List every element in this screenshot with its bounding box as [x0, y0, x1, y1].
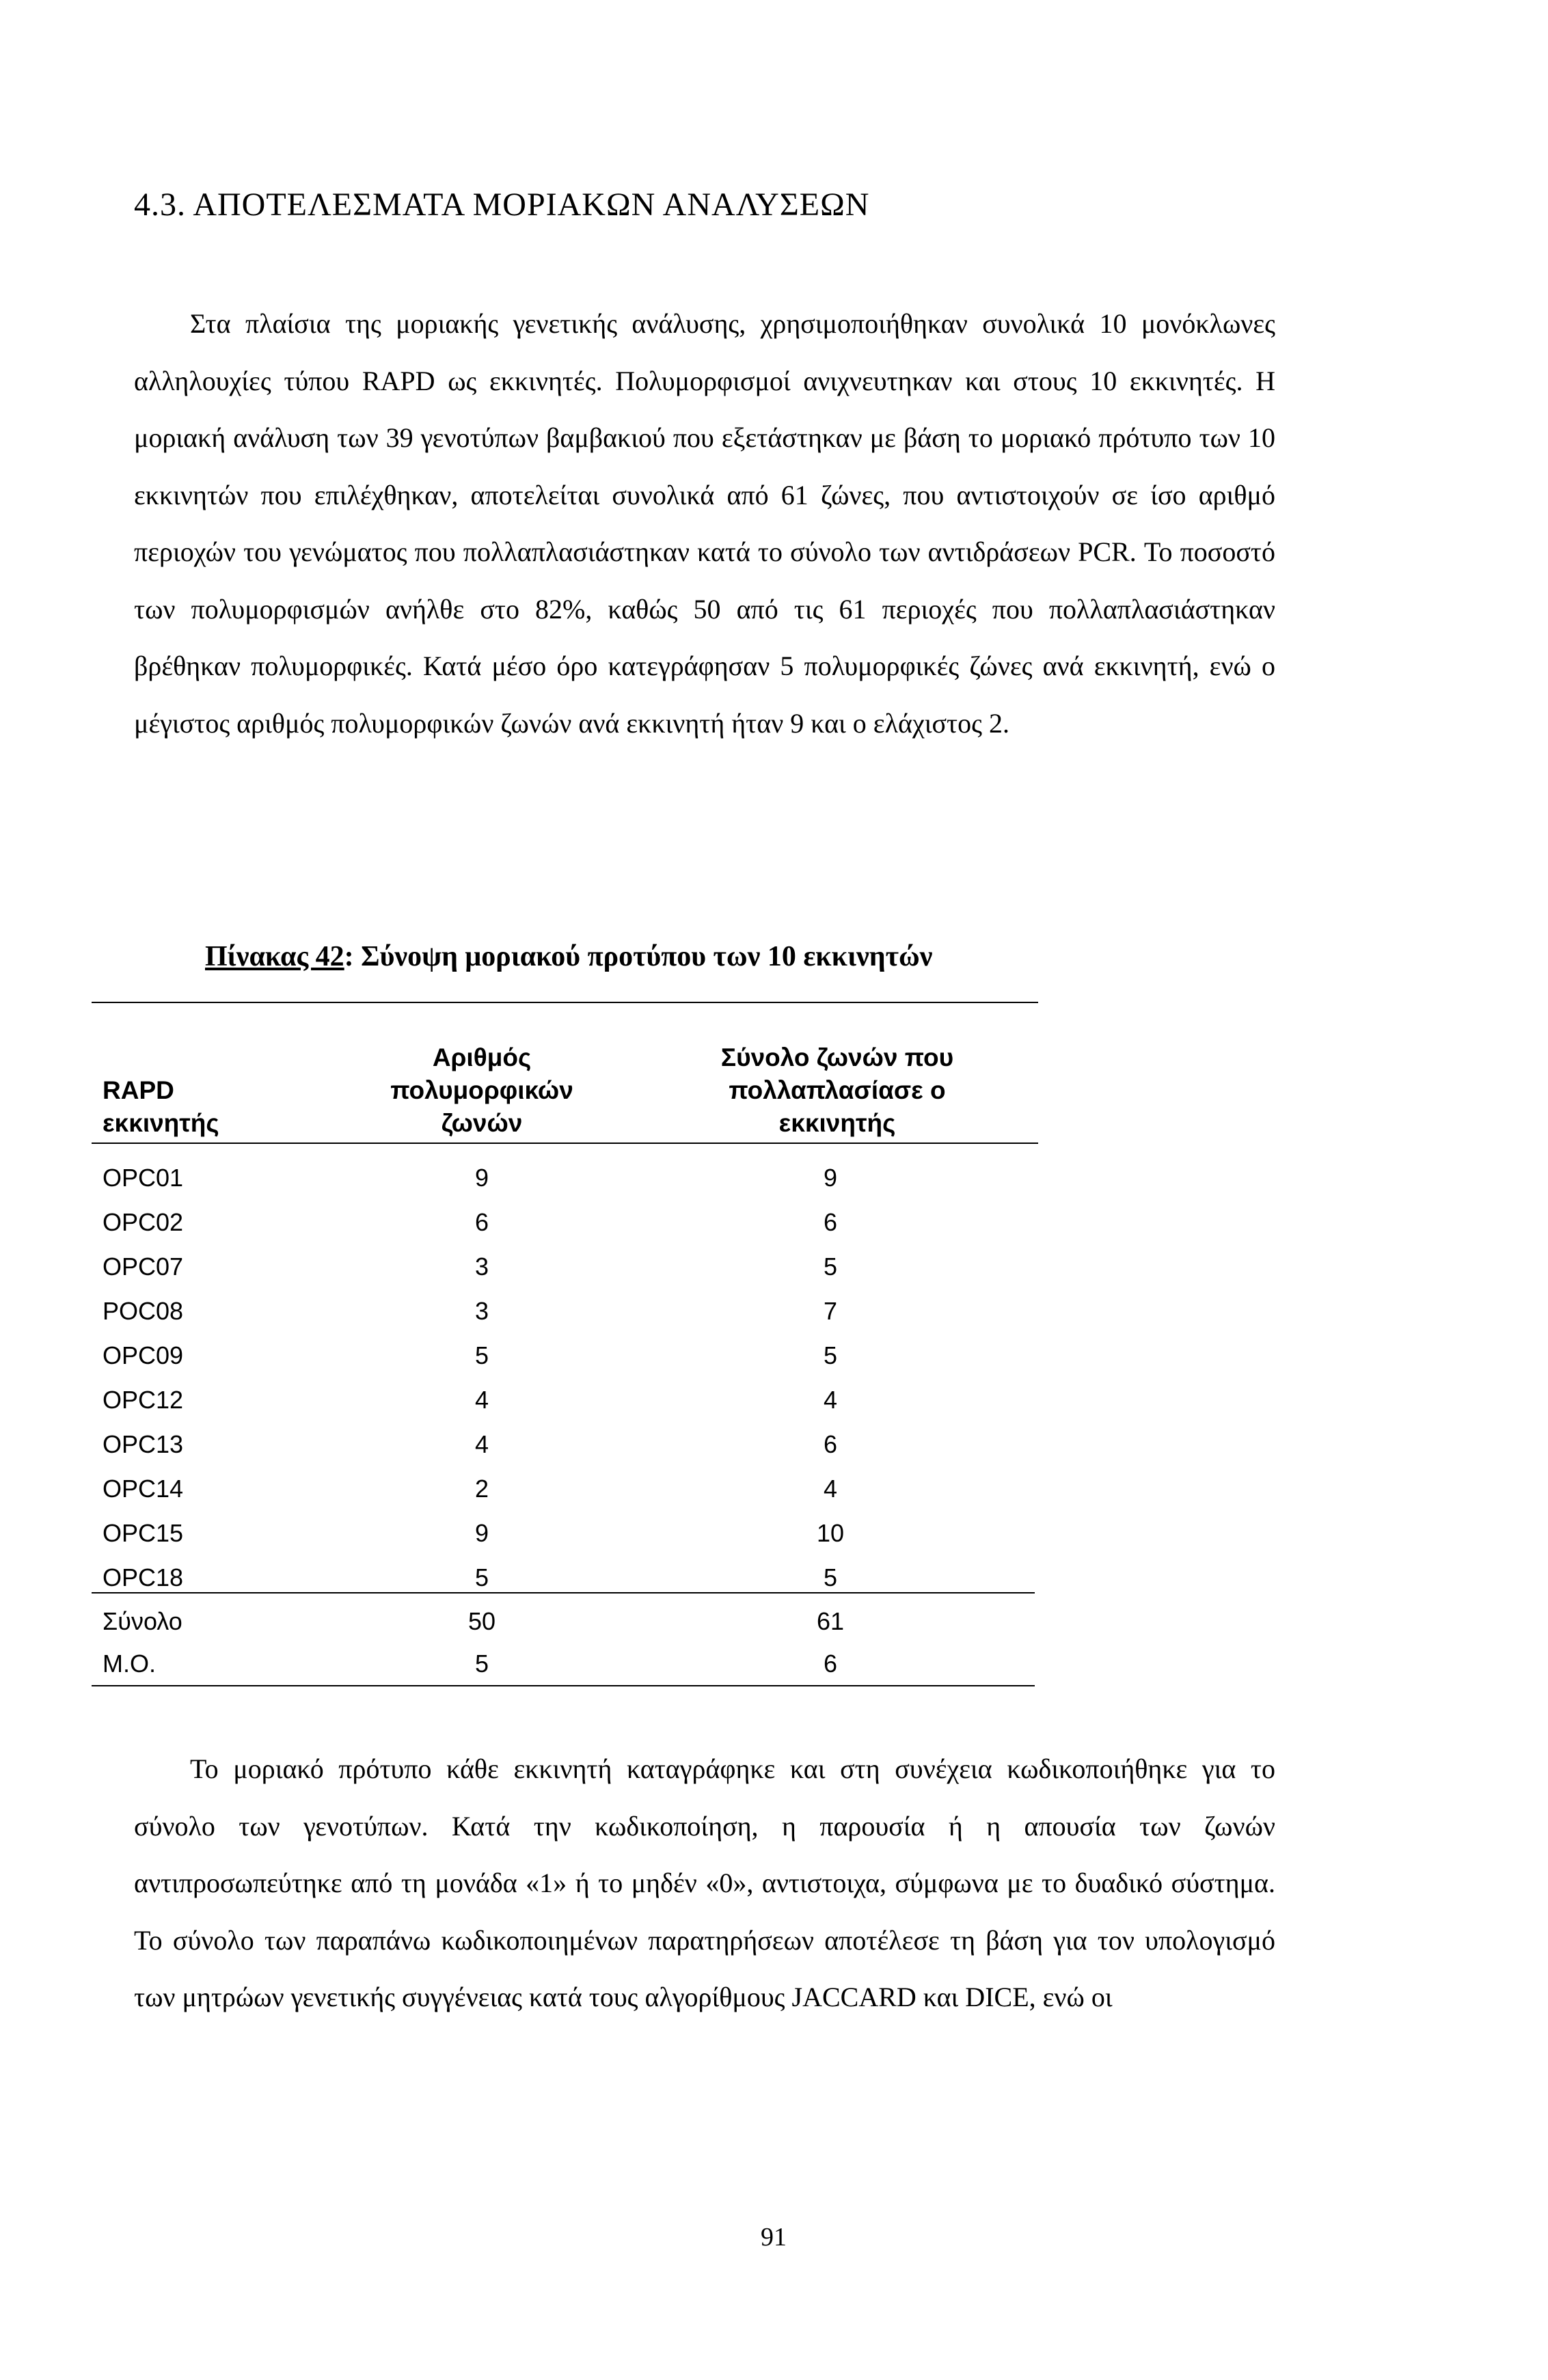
table-row [0, 1253, 1548, 1297]
primer-cell: POC08 [103, 1297, 184, 1325]
table-row [0, 1297, 1548, 1341]
table-row [0, 1430, 1548, 1475]
polymorphic-cell: 5 [474, 1650, 489, 1678]
header-total-line: Σύνολο ζωνών που [720, 1043, 954, 1071]
polymorphic-cell: 2 [474, 1475, 489, 1503]
table-caption-label: Πίνακας 42 [205, 941, 344, 972]
polymorphic-cell: 9 [474, 1164, 489, 1192]
table-row [0, 1164, 1548, 1208]
polymorphic-cell: 4 [474, 1430, 489, 1458]
header-polymorphic-line: Αριθμός [432, 1043, 532, 1071]
header-polymorphic-bands [362, 1041, 601, 1140]
primer-cell: OPC15 [103, 1519, 184, 1547]
section-heading: 4.3. ΑΠΟΤΕΛΕΣΜΑΤΑ ΜΟΡΙΑΚΩΝ ΑΝΑΛΥΣΕΩΝ [134, 187, 870, 223]
table-row [0, 1386, 1548, 1430]
primer-cell: OPC02 [103, 1208, 184, 1236]
table-row [0, 1341, 1548, 1386]
table-caption-text: : Σύνοψη μοριακού προτύπου των 10 εκκινητών [344, 941, 933, 972]
table-top-rule [92, 1002, 1038, 1003]
total-cell: 5 [823, 1341, 838, 1369]
polymorphic-cell: 5 [474, 1341, 489, 1369]
header-total-bands [677, 1041, 998, 1140]
table-row [0, 1563, 1548, 1608]
header-total-line: πολλαπλασίασε ο [729, 1076, 946, 1104]
table-row [0, 1208, 1548, 1253]
total-cell: 4 [823, 1386, 838, 1414]
primer-cell: Μ.Ο. [103, 1650, 156, 1678]
primer-cell: OPC09 [103, 1341, 184, 1369]
coding-paragraph-text: Το μοριακό πρότυπο κάθε εκκινητή καταγράφηκε και στη συνέχεια κωδικοποιήθηκε για το σύνολο των γενοτύπων. Κατά την κωδικοποίηση, η παρουσία ή η απουσία των ζωνών αντιπροσωπεύτηκε από τη μονάδα «1» ή το μηδέν «0», αντιστοιχα, σύμφωνα με το δυαδικό σύστημα. Το σύνολο των παραπάνω κωδικοποιημένων παρατηρήσεων αποτέλεσε τη βάση για τον υπολογισμό των μητρώων γενετικής συγγένειας κατά τους αλγορίθμους JACCARD και DICE, ενώ οι [134, 1753, 1275, 2012]
table-caption [205, 940, 932, 973]
polymorphic-cell: 6 [474, 1208, 489, 1236]
polymorphic-cell: 3 [474, 1253, 489, 1281]
intro-paragraph-text: Στα πλαίσια της μοριακής γενετικής ανάλυσης, χρησιμοποιήθηκαν συνολικά 10 μονόκλωνες αλληλουχίες τύπου RAPD ως εκκινητές. Πολυμορφισμοί ανιχνευτηκαν και στους 10 εκκινητές. Η μοριακή ανάλυση των 39 γενοτύπων βαμβακιού που εξετάστηκαν με βάση το μοριακό πρότυπο των 10 εκκινητών που επιλέχθηκαν, αποτελείται συνολικά από 61 ζώνες, που αντιστοιχούν σε ίσο αριθμό περιοχών του γενώματος που πολλαπλασιάστηκαν κατά το σύνολο των αντιδράσεων PCR. Το ποσοστό των πολυμορφισμών ανήλθε στο 82%, καθώς 50 από τις 61 περιοχές που πολλαπλασιάστηκαν βρέθηκαν πολυμορφικές. Κατά μέσο όρο κατεγράφησαν 5 πολυμορφικές ζώνες ανά εκκινητή, ενώ ο μέγιστος αριθμός πολυμορφικών ζωνών ανά εκκινητή ήταν 9 και ο ελάχιστος 2. [134, 308, 1275, 739]
page-number: 91 [761, 2223, 787, 2252]
summary-row-total [0, 1607, 1548, 1652]
primer-cell: OPC12 [103, 1386, 184, 1414]
polymorphic-cell: 4 [474, 1386, 489, 1414]
primer-cell: Σύνολο [103, 1607, 182, 1635]
total-cell: 61 [816, 1607, 845, 1635]
coding-paragraph [134, 1740, 1275, 2026]
header-primer-line: εκκινητής [103, 1109, 219, 1137]
header-primer [103, 1074, 219, 1140]
total-cell: 4 [823, 1475, 838, 1503]
total-cell: 9 [823, 1164, 838, 1192]
polymorphic-cell: 3 [474, 1297, 489, 1325]
polymorphic-cell: 9 [474, 1519, 489, 1547]
primer-cell: OPC07 [103, 1253, 184, 1281]
header-polymorphic-line: ζωνών [441, 1109, 523, 1137]
header-polymorphic-line: πολυμορφικών [390, 1076, 573, 1104]
total-cell: 6 [823, 1650, 838, 1678]
total-cell: 6 [823, 1430, 838, 1458]
primer-cell: OPC14 [103, 1475, 184, 1503]
total-cell: 10 [816, 1519, 845, 1547]
total-cell: 6 [823, 1208, 838, 1236]
primer-cell: OPC01 [103, 1164, 184, 1192]
table-header-rule [92, 1143, 1038, 1144]
total-cell: 5 [823, 1253, 838, 1281]
intro-paragraph [134, 295, 1275, 752]
total-cell: 5 [823, 1563, 838, 1591]
polymorphic-cell: 50 [467, 1607, 496, 1635]
primer-cell: OPC13 [103, 1430, 184, 1458]
summary-row-mean [0, 1650, 1548, 1694]
header-primer-line: RAPD [103, 1076, 174, 1104]
polymorphic-cell: 5 [474, 1563, 489, 1591]
table-row [0, 1475, 1548, 1519]
header-total-line: εκκινητής [778, 1109, 896, 1137]
total-cell: 7 [823, 1297, 838, 1325]
table-row [0, 1519, 1548, 1563]
primer-cell: OPC18 [103, 1563, 184, 1591]
